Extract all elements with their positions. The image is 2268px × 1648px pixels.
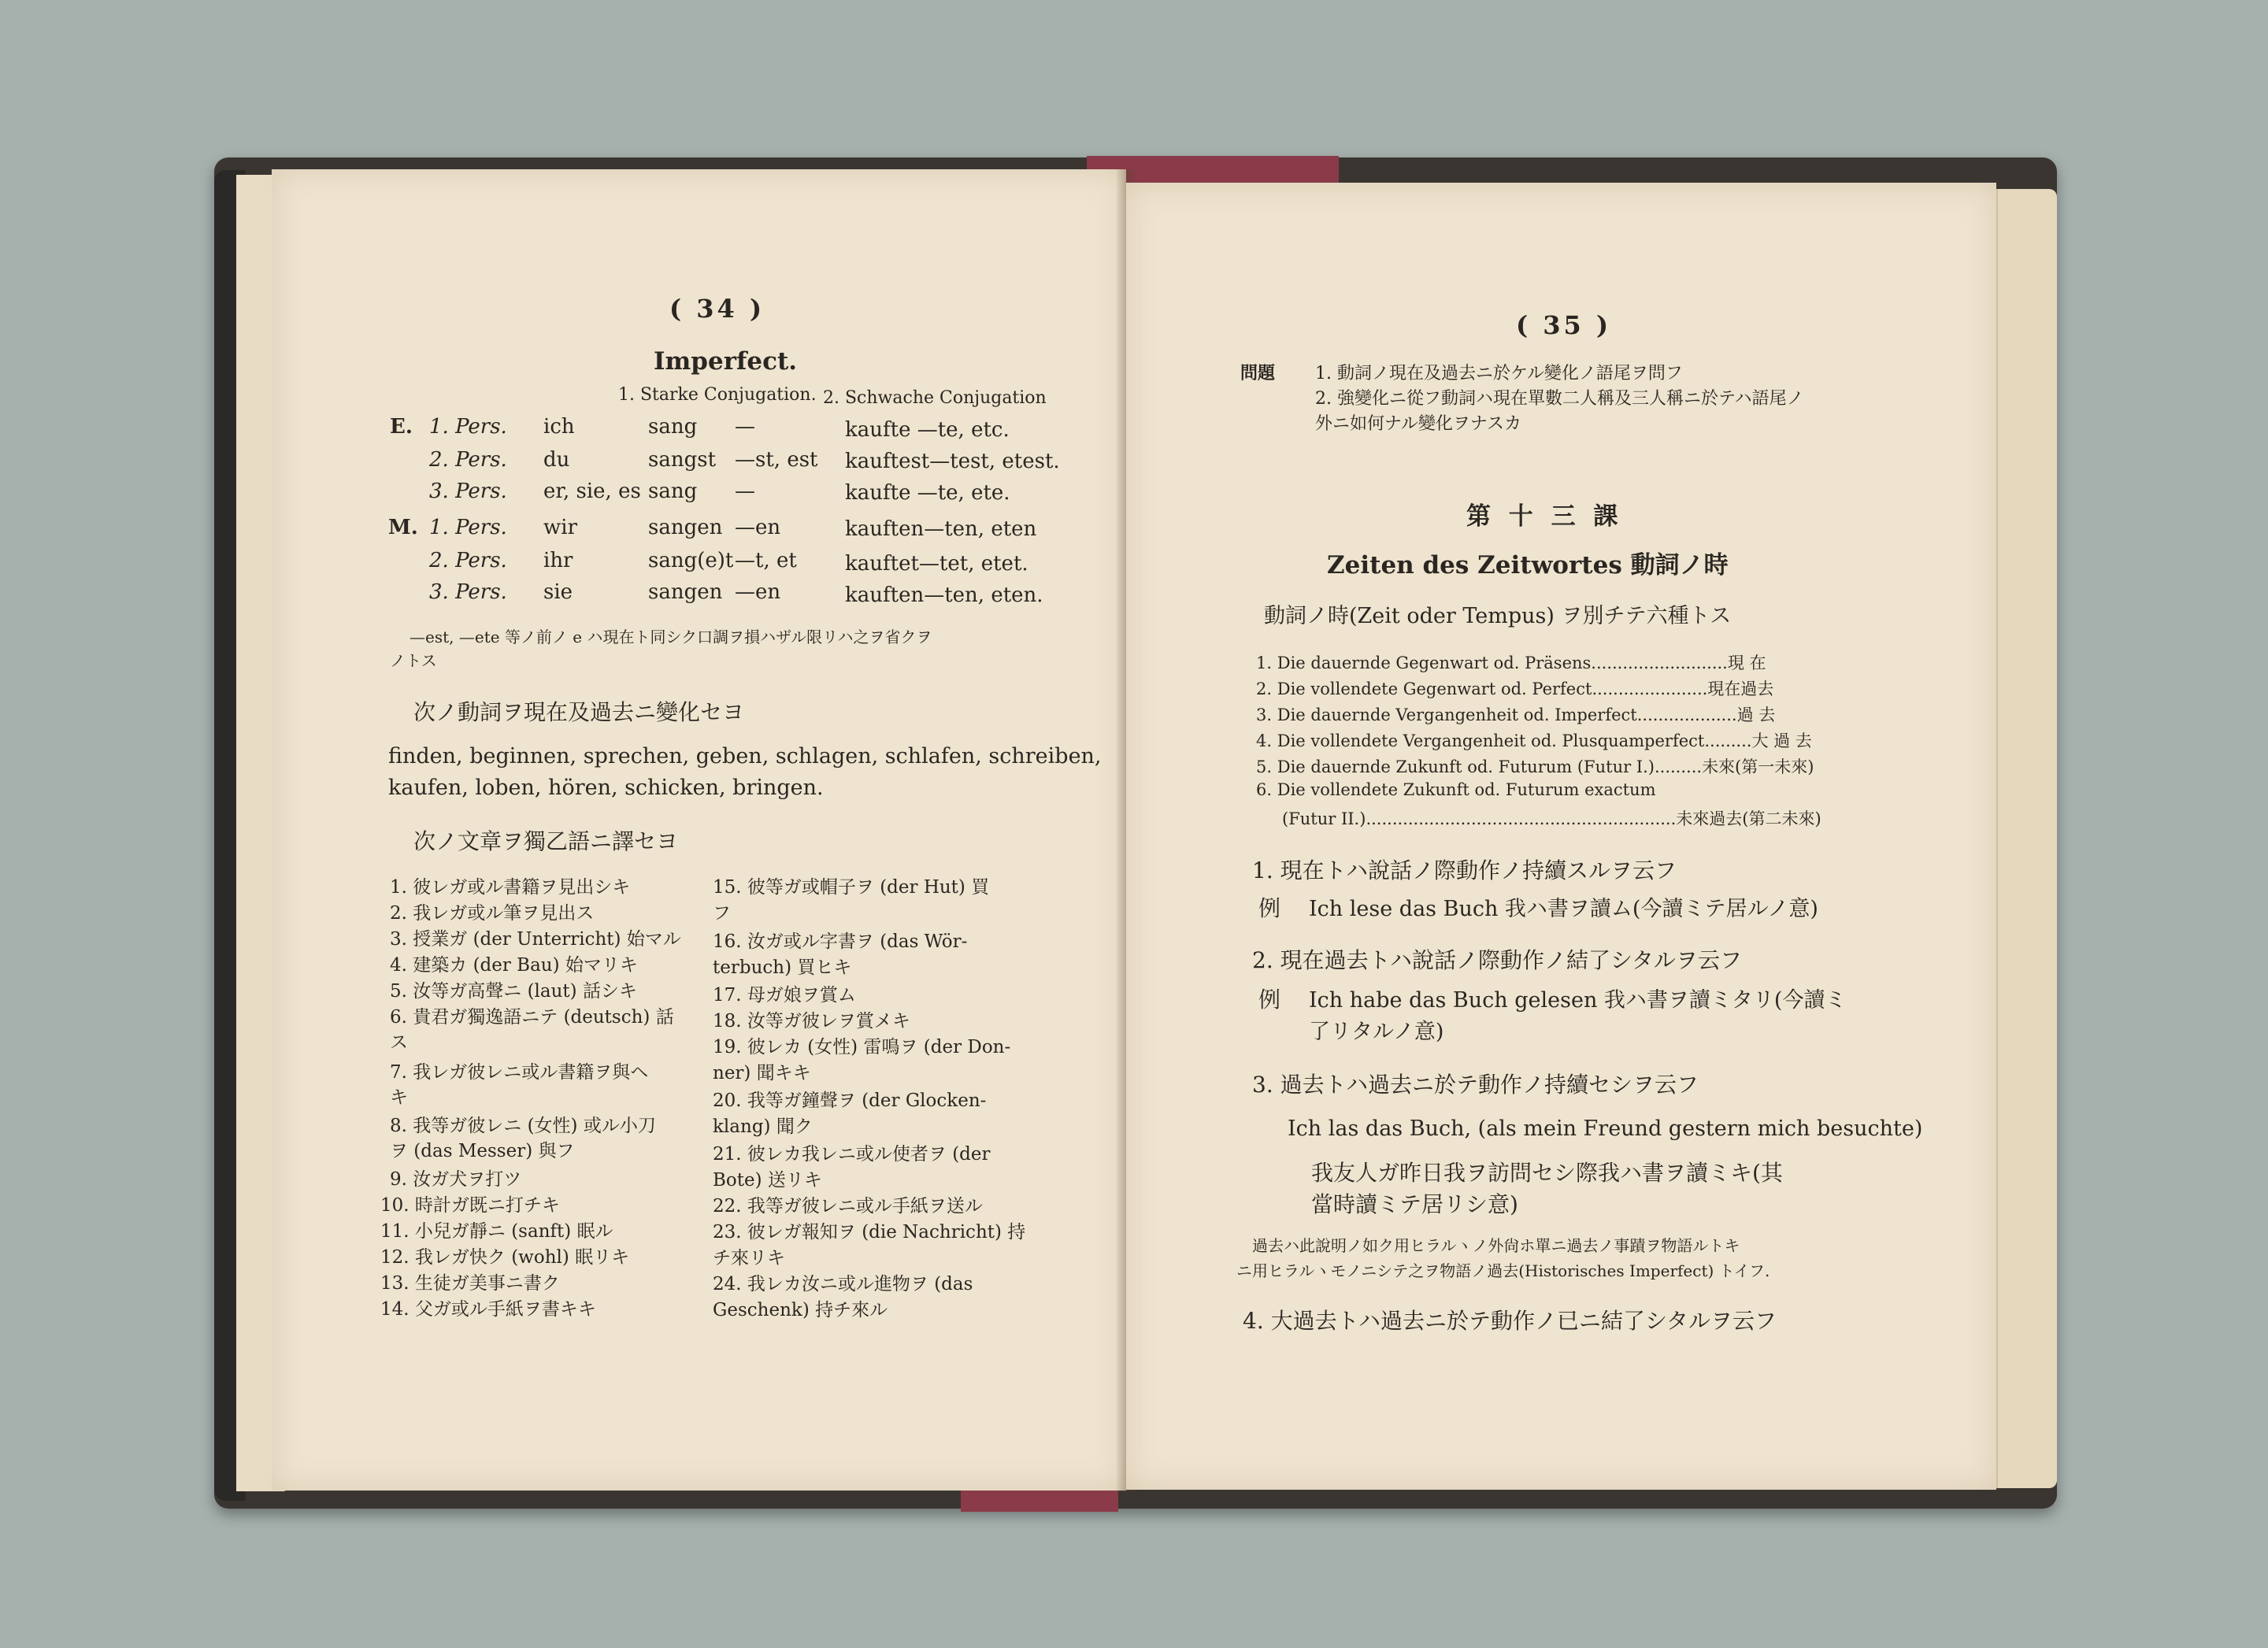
weak-form: kaufte —te, etc. <box>845 418 1010 442</box>
list-item-cont: ner) 聞キキ <box>713 1063 811 1083</box>
intro-text: 動詞ノ時(Zeit oder Tempus) ヲ別チテ六種トス <box>1264 604 1732 628</box>
person-label: 3. Pers. <box>429 580 507 604</box>
example-label: 例 <box>1258 895 1281 921</box>
ending-note: —est, —ete 等ノ前ノ e ハ現在ト同シク口調ヲ損ハザル限リハ之ヲ省クヲ <box>410 628 932 646</box>
list-item: 3. Die dauernde Vergangenheit od. Imperfect...................過 去 <box>1256 705 1776 724</box>
left-page <box>272 169 1126 1491</box>
list-item-cont: チ來リキ <box>713 1248 785 1268</box>
list-item: 19. 彼レカ (女性) 雷鳴ヲ (der Don- <box>713 1037 1011 1057</box>
weak-form: kaufte —te, ete. <box>845 481 1010 505</box>
column-header-strong: 1. Starke Conjugation. <box>618 385 817 405</box>
list-item: 22. 我等ガ彼レニ或ル手紙ヲ送ル <box>713 1196 983 1217</box>
person-label: 2. Pers. <box>429 549 507 572</box>
list-item: 6. 貴君ガ獨逸語ニテ (deutsch) 話 <box>390 1007 674 1028</box>
strong-form: sangst <box>648 448 717 472</box>
list-item: 14. 父ガ或ル手紙ヲ書キキ <box>380 1299 596 1320</box>
ending-note-cont: ノトス <box>390 651 437 670</box>
example-text-cont: 了リタルノ意) <box>1309 1020 1444 1044</box>
example-text: Ich las das Buch, (als mein Freund gestern mich besuchte) <box>1288 1117 1923 1141</box>
strong-form: sang <box>648 480 698 503</box>
section-title: Imperfect. <box>654 347 798 376</box>
list-item: 12. 我レガ快ク (wohl) 眠リキ <box>380 1247 630 1268</box>
tense-item-heading: 1. 現在トハ說話ノ際動作ノ持續スルヲ云フ <box>1252 857 1677 883</box>
list-item: 5. Die dauernde Zukunft od. Futurum (Futur I.).........未來(第一未來) <box>1256 757 1814 776</box>
list-item: 15. 彼等ガ或帽子ヲ (der Hut) 買 <box>713 877 990 898</box>
list-item: 10. 時計ガ既ニ打チキ <box>380 1195 560 1216</box>
number-label: M. <box>388 516 418 539</box>
list-item-cont: ス <box>390 1032 408 1053</box>
pronoun: ich <box>543 415 575 439</box>
page-number: ( 35 ) <box>1516 310 1612 340</box>
list-item-cont: Geschenk) 持チ來ル <box>713 1300 888 1320</box>
strong-ending: — <box>735 480 755 503</box>
list-item: 2. 我レガ或ル筆ヲ見出ス <box>390 903 595 924</box>
strong-ending: —st, est <box>735 448 818 472</box>
list-item: 18. 汝等ガ彼レヲ賞メキ <box>713 1011 910 1031</box>
example-text: Ich habe das Buch gelesen 我ハ書ヲ讀ミタリ(今讀ミ <box>1309 988 1847 1013</box>
strong-form: sangen <box>648 516 723 539</box>
strong-form: sang <box>648 415 698 439</box>
strong-form: sang(e)t <box>648 549 734 572</box>
list-item: 1. 彼レガ或ル書籍ヲ見出シキ <box>390 877 631 898</box>
question-item: 1. 動詞ノ現在及過去ニ於ケル變化ノ語尾ヲ問フ <box>1315 364 1683 383</box>
spine-cloth-bottom <box>961 1490 1118 1512</box>
pronoun: ihr <box>543 549 573 572</box>
past-tense-note: 過去ハ此說明ノ如ク用ヒラルヽノ外尙ホ單ニ過去ノ事蹟ヲ物語ルトキ <box>1252 1236 1740 1255</box>
tense-item-heading: 4. 大過去トハ過去ニ於テ動作ノ已ニ結了シタルヲ云フ <box>1243 1308 1777 1334</box>
strong-ending: —en <box>735 516 781 539</box>
page-number: ( 34 ) <box>669 294 765 324</box>
lesson-subtitle: Zeiten des Zeitwortes 動詞ノ時 <box>1327 551 1729 580</box>
list-item-cont: ヲ (das Messer) 與フ <box>390 1141 575 1161</box>
list-item: 23. 彼レガ報知ヲ (die Nachricht) 持 <box>713 1222 1026 1242</box>
question-label: 問題 <box>1240 363 1276 383</box>
strong-ending: — <box>735 415 755 439</box>
person-label: 2. Pers. <box>429 448 507 472</box>
list-item: 3. 授業ガ (der Unterricht) 始マル <box>390 929 681 950</box>
tense-item-heading: 2. 現在過去トハ說話ノ際動作ノ結了シタルヲ云フ <box>1252 947 1742 973</box>
list-item: 17. 母ガ娘ヲ賞ム <box>713 985 856 1005</box>
example-text: Ich lese das Buch 我ハ書ヲ讀ム(今讀ミテ居ルノ意) <box>1309 897 1818 921</box>
list-item-cont: フ <box>713 903 731 924</box>
list-item: 8. 我等ガ彼レニ (女性) 或ル小刀 <box>390 1116 656 1136</box>
list-item: 16. 汝ガ或ル字書ヲ (das Wör- <box>713 931 968 952</box>
weak-form: kauftet—tet, etet. <box>845 552 1028 576</box>
person-label: 3. Pers. <box>429 480 507 503</box>
list-item-cont: キ <box>390 1087 408 1108</box>
list-item: 4. 建築カ (der Bau) 始マリキ <box>390 955 638 976</box>
list-item-cont: klang) 聞ク <box>713 1117 813 1137</box>
strong-ending: —en <box>735 580 781 604</box>
pronoun: du <box>543 448 570 472</box>
number-label: E. <box>390 415 413 439</box>
weak-form: kauften—ten, eten. <box>845 583 1043 607</box>
weak-form: kauftest—test, etest. <box>845 450 1060 473</box>
exercise-heading: 次ノ動詞ヲ現在及過去ニ變化セヨ <box>413 699 745 725</box>
exercise-heading: 次ノ文章ヲ獨乙語ニ譯セヨ <box>413 828 679 854</box>
example-text-cont: 當時讀ミテ居リシ意) <box>1311 1191 1518 1217</box>
right-page <box>1126 183 1996 1490</box>
list-item: 20. 我等ガ鐘聲ヲ (der Glocken- <box>713 1091 987 1111</box>
example-label: 例 <box>1258 987 1281 1013</box>
list-item: 24. 我レカ汝ニ或ル進物ヲ (das <box>713 1274 973 1294</box>
list-item: 2. Die vollendete Gegenwart od. Perfect......................現在過去 <box>1256 680 1774 698</box>
verb-list-cont: kaufen, loben, hören, schicken, bringen. <box>388 776 824 800</box>
example-text-cont: 我友人ガ昨日我ヲ訪問セシ際我ハ書ヲ讀ミキ(其 <box>1311 1160 1783 1186</box>
tense-item-heading: 3. 過去トハ過去ニ於テ動作ノ持續セシヲ云フ <box>1252 1072 1699 1098</box>
list-item: 21. 彼レカ我レニ或ル使者ヲ (der <box>713 1144 991 1165</box>
pronoun: wir <box>543 516 577 539</box>
list-item: 11. 小兒ガ靜ニ (sanft) 眠ル <box>380 1221 613 1242</box>
pronoun: er, sie, es <box>543 480 641 503</box>
question-item: 2. 強變化ニ從フ動詞ハ現在單數二人稱及三人稱ニ於テハ語尾ノ <box>1315 389 1804 409</box>
list-item: 7. 我レガ彼レニ或ル書籍ヲ與ヘ <box>390 1062 649 1083</box>
question-item-cont: 外ニ如何ナル變化ヲナスカ <box>1315 414 1522 434</box>
person-label: 1. Pers. <box>429 516 507 539</box>
list-item-cont: Bote) 送リキ <box>713 1170 822 1191</box>
list-item: 13. 生徒ガ美事ニ書ク <box>380 1273 560 1294</box>
list-item: 1. Die dauernde Gegenwart od. Präsens..........................現 在 <box>1256 654 1766 672</box>
lesson-title: 第 十 三 課 <box>1466 502 1623 531</box>
page-stack-right <box>1996 189 2057 1488</box>
list-item: 4. Die vollendete Vergangenheit od. Plusquamperfect.........大 過 去 <box>1256 731 1812 750</box>
person-label: 1. Pers. <box>429 415 507 439</box>
list-item: 6. Die vollendete Zukunft od. Futurum exactum <box>1256 780 1656 799</box>
list-item-cont: (Futur II.)...........................................................未來過去(第二未來) <box>1282 809 1821 828</box>
verb-list: finden, beginnen, sprechen, geben, schlagen, schlafen, schreiben, <box>388 744 1102 768</box>
weak-form: kauften—ten, eten <box>845 517 1037 541</box>
strong-form: sangen <box>648 580 723 604</box>
strong-ending: —t, et <box>735 549 797 572</box>
list-item-cont: terbuch) 買ヒキ <box>713 957 852 978</box>
list-item: 9. 汝ガ犬ヲ打ツ <box>390 1169 522 1190</box>
list-item: 5. 汝等ガ高聲ニ (laut) 話シキ <box>390 981 637 1002</box>
pronoun: sie <box>543 580 573 604</box>
past-tense-note-cont: ニ用ヒラルヽモノニシテ之ヲ物語ノ過去(Historisches Imperfect) トイフ. <box>1236 1261 1770 1280</box>
column-header-weak: 2. Schwache Conjugation <box>823 388 1047 408</box>
